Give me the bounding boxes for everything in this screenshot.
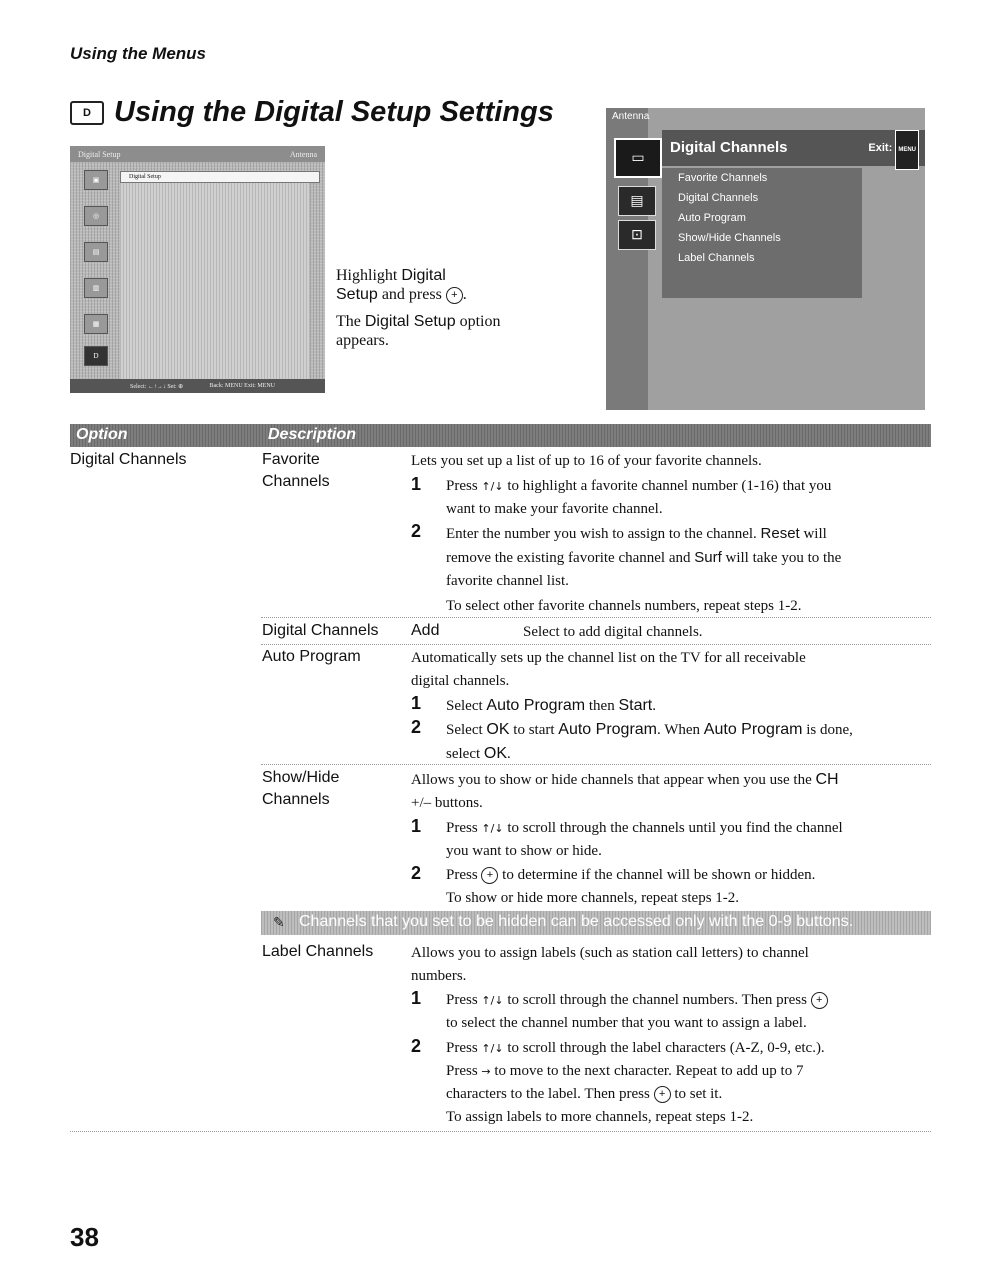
menu-icon: ◎: [84, 206, 108, 226]
text-part: remove the existing favorite channel and: [446, 550, 695, 566]
text-part: Press: [446, 1040, 482, 1056]
screen-menu-item: Favorite Channels: [678, 172, 768, 184]
description-column-header: Description: [268, 426, 357, 443]
note-text: Channels that you set to be hidden can be accessed only with the 0-9 buttons.: [299, 913, 854, 930]
intro-text-part: Highlight: [336, 267, 402, 284]
up-down-arrows-icon: ↑/↓: [481, 1042, 504, 1055]
title-row: [70, 96, 554, 129]
screen-panel: [120, 183, 310, 383]
up-down-arrows-icon: ↑/↓: [481, 480, 504, 493]
intro-text-part: and press: [377, 286, 446, 303]
suboption-label: Channels: [262, 791, 330, 808]
lock-icon: ⊡: [618, 220, 656, 250]
step-number: 1: [411, 816, 422, 836]
table-header: [70, 424, 931, 447]
digital-setup-icon: ▭: [614, 138, 662, 178]
row-divider: [261, 644, 931, 645]
step-number: 1: [411, 693, 422, 713]
table-bottom-rule: [70, 1131, 931, 1132]
text-part: To assign labels to more channels, repeat steps 1-2.: [446, 1109, 754, 1125]
favorite-step2: [446, 522, 841, 618]
enter-button-icon: +: [446, 287, 463, 304]
screen-exit-label: Exit:: [868, 142, 893, 154]
step-number: 2: [411, 863, 422, 883]
auto-program-step2: [446, 718, 853, 766]
auto-program-step1: [446, 694, 656, 718]
screen-menu-list: [662, 168, 862, 298]
text-part: Start: [618, 697, 653, 714]
favorite-step1: [446, 475, 831, 521]
enter-button-icon: +: [811, 992, 828, 1009]
note-bar: [261, 911, 931, 935]
option-digital-channels: Digital Channels: [70, 451, 187, 468]
up-down-arrows-icon: ↑/↓: [481, 994, 504, 1007]
text-part: . When: [657, 722, 704, 738]
suboption-label-channels: Label Channels: [262, 943, 374, 960]
text-part: Surf: [694, 549, 722, 566]
text-part: will take you to the: [721, 550, 842, 566]
text-part: OK: [486, 721, 510, 738]
text-part: To show or hide more channels, repeat steps 1-2.: [446, 890, 740, 906]
label-channels-step1: [446, 989, 828, 1035]
text-part: OK: [483, 745, 508, 762]
intro-text-part: Digital: [401, 267, 446, 284]
show-hide-step2: [446, 864, 815, 910]
text-part: Auto Program: [703, 721, 803, 738]
text-part: to select the channel number that you want to assign a label.: [446, 1015, 807, 1031]
show-hide-intro: [411, 768, 839, 815]
list-icon: ▤: [618, 186, 656, 216]
label-channels-step2: [446, 1037, 825, 1129]
page-title: Using the Digital Setup Settings: [114, 96, 554, 128]
screen-top-bar: [70, 146, 325, 162]
screen-exit-button: MENU: [895, 130, 919, 170]
text-part: Press: [446, 820, 482, 836]
show-hide-step1: [446, 817, 843, 863]
text-part: .: [652, 698, 656, 714]
text-part: Allows you to show or hide channels that appear when you use the: [411, 772, 816, 788]
text-part: To select other favorite channels numbers, repeat steps 1-2.: [446, 598, 802, 614]
text-part: want to make your favorite channel.: [446, 501, 663, 517]
enter-button-icon: +: [654, 1086, 671, 1103]
add-description: Select to add digital channels.: [523, 624, 703, 640]
screen-panel-title: Digital Setup: [120, 171, 320, 183]
favorite-intro: Lets you set up a list of up to 16 of your favorite channels.: [411, 453, 762, 469]
menu-icon: ▦: [84, 314, 108, 334]
text-part: to highlight a favorite channel number (1-16) that you: [503, 478, 832, 494]
label-channels-intro: [411, 942, 809, 988]
text-part: will: [799, 526, 827, 542]
text-part: then: [585, 698, 619, 714]
intro-text-part: Digital Setup: [364, 313, 456, 330]
screen-top-left: Digital Setup: [78, 149, 121, 159]
suboption-label: Channels: [262, 473, 330, 490]
text-part: Press: [446, 867, 482, 883]
text-part: CH: [815, 771, 839, 788]
suboption-auto-program: Auto Program: [262, 648, 361, 665]
option-column-header: Option: [76, 426, 128, 443]
intro-text-part: Setup: [336, 286, 378, 303]
enter-button-icon: +: [481, 867, 498, 884]
menu-icon: ▤: [84, 242, 108, 262]
screen-menu-item: Show/Hide Channels: [678, 232, 781, 244]
menu-icon: D: [84, 346, 108, 366]
text-part: Automatically sets up the channel list on the TV for all receivable: [411, 650, 806, 666]
text-part: Enter the number you wish to assign to the channel.: [446, 526, 761, 542]
step-number: 2: [411, 1036, 422, 1056]
text-part: Allows you to assign labels (such as station call letters) to channel: [411, 945, 809, 961]
text-part: to set it.: [670, 1086, 723, 1102]
menu-icon: ▣: [84, 170, 108, 190]
text-part: select: [446, 746, 484, 762]
intro-text-part: option: [455, 313, 501, 330]
right-arrow-icon: →: [481, 1065, 491, 1078]
text-part: to scroll through the channel numbers. Then press: [503, 992, 811, 1008]
step-number: 2: [411, 717, 422, 737]
text-part: Select: [446, 722, 487, 738]
screen-bottom-left: Select: ←↑→↓ Set: ⊕: [130, 383, 184, 390]
screen-top-right: Antenna: [289, 149, 317, 159]
step-number: 1: [411, 988, 422, 1008]
row-divider: [261, 617, 931, 618]
text-part: Auto Program: [558, 721, 657, 738]
text-part: Press: [446, 1063, 482, 1079]
up-down-arrows-icon: ↑/↓: [481, 822, 504, 835]
text-part: is done,: [802, 722, 853, 738]
text-part: you want to show or hide.: [446, 843, 602, 859]
intro-text: [336, 266, 536, 350]
text-part: Reset: [760, 525, 800, 542]
add-label: Add: [411, 622, 440, 639]
text-part: Press: [446, 992, 482, 1008]
screen-menu-item: Digital Channels: [678, 192, 759, 204]
text-part: numbers.: [411, 968, 467, 984]
auto-program-intro: [411, 647, 806, 693]
text-part: Auto Program: [486, 697, 586, 714]
intro-text-part: .: [462, 286, 467, 303]
screen-menu-title-text: Digital Channels: [670, 139, 788, 156]
digital-setup-screenshot: [70, 146, 325, 393]
digital-setup-icon: D: [70, 101, 104, 125]
text-part: characters to the label. Then press: [446, 1086, 654, 1102]
step-number: 1: [411, 474, 422, 494]
intro-text-part: appears.: [336, 332, 389, 349]
text-part: to start: [509, 722, 559, 738]
suboption-digital-channels: Digital Channels: [262, 622, 379, 639]
menu-icon: ▥: [84, 278, 108, 298]
text-part: Select: [446, 698, 487, 714]
screen-bottom-right: Back: MENU Exit: MENU: [209, 383, 275, 389]
suboption-show-hide-channels: [262, 767, 339, 811]
screen-menu-title: [662, 130, 925, 166]
screen-bottom-bar: [70, 379, 325, 393]
text-part: favorite channel list.: [446, 573, 569, 589]
screen-menu-item: Auto Program: [678, 212, 746, 224]
text-part: Press: [446, 478, 482, 494]
suboption-label: Show/Hide: [262, 769, 340, 786]
text-part: .: [507, 746, 511, 762]
text-part: to scroll through the label characters (A-Z, 0-9, etc.).: [503, 1040, 825, 1056]
digital-channels-screenshot: [606, 108, 925, 410]
intro-text-part: The: [336, 313, 365, 330]
section-label: Using the Menus: [70, 44, 207, 63]
screen-antenna: Antenna: [612, 111, 650, 122]
page-number: 38: [70, 1222, 99, 1252]
text-part: to scroll through the channels until you find the channel: [503, 820, 843, 836]
step-number: 2: [411, 521, 422, 541]
suboption-favorite-channels: [262, 449, 330, 493]
screen-menu-item: Label Channels: [678, 252, 755, 264]
text-part: to move to the next character. Repeat to add up to 7: [490, 1063, 804, 1079]
text-part: +/– buttons.: [411, 795, 483, 811]
row-divider: [261, 764, 931, 765]
text-part: digital channels.: [411, 673, 510, 689]
suboption-label: Favorite: [262, 451, 320, 468]
note-pencil-icon: ✎: [273, 915, 285, 931]
text-part: to determine if the channel will be shown or hidden.: [498, 867, 816, 883]
